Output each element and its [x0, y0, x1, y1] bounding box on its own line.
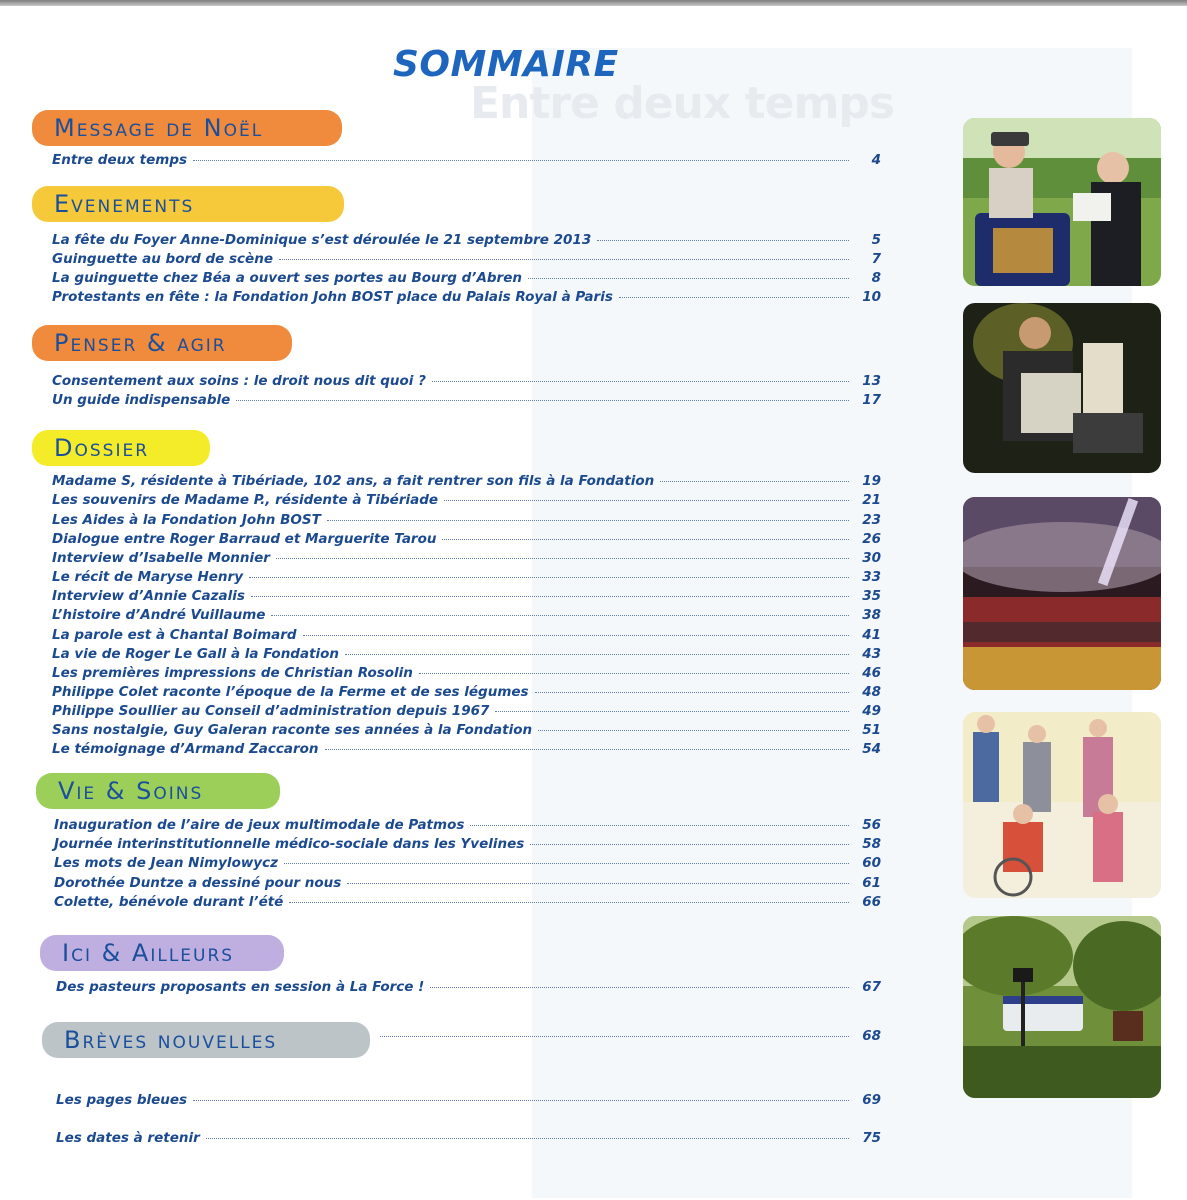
toc-dot-leader: [528, 277, 849, 279]
toc-entry-title: Les pages bleues: [56, 1092, 188, 1108]
toc-page-number: 66: [862, 894, 881, 910]
toc-entry-title: Philippe Soullier au Conseil d’administration depuis 1967: [52, 703, 490, 719]
section-header-penser: Penser & agir: [32, 325, 292, 361]
toc-page-number: 49: [862, 703, 881, 719]
toc-entry[interactable]: [52, 250, 881, 269]
toc-dot-leader: [442, 538, 849, 540]
toc-dot-leader: [249, 576, 849, 578]
toc-entry[interactable]: [56, 1091, 881, 1110]
toc-page-number: 30: [862, 550, 881, 566]
toc-entry[interactable]: [54, 816, 881, 835]
toc-page-number: 13: [862, 373, 881, 389]
photo-street-performers: [963, 118, 1161, 286]
toc-entry[interactable]: [52, 472, 881, 491]
toc-entry-title: Inauguration de l’aire de jeux multimodale de Patmos: [54, 817, 465, 833]
toc-dot-leader: [276, 557, 849, 559]
toc-dot-leader: [538, 729, 849, 731]
photo-accordion-player: [963, 303, 1161, 473]
toc-entry[interactable]: [52, 231, 881, 250]
toc-page-number: 26: [862, 531, 881, 547]
toc-page-number: 69: [862, 1092, 881, 1108]
toc-page-number: 4: [871, 152, 881, 168]
toc-page-number: 48: [862, 684, 881, 700]
toc-entry[interactable]: [54, 874, 881, 893]
toc-entry-title: Des pasteurs proposants en session à La Force !: [56, 979, 425, 995]
toc-page-number: 5: [871, 232, 881, 248]
photo-street-performers-image: [963, 118, 1161, 286]
toc-page-number: 33: [862, 569, 881, 585]
toc-entry[interactable]: [52, 549, 881, 568]
background-ghost-title: Entre deux temps: [470, 78, 895, 129]
toc-dot-leader: [530, 843, 849, 845]
toc-page-number: 17: [862, 392, 881, 408]
toc-page-number: 67: [862, 979, 881, 995]
toc-entry-title: Journée interinstitutionnelle médico-sociale dans les Yvelines: [54, 836, 525, 852]
toc-dot-leader: [325, 748, 849, 750]
toc-entry-title: Consentement aux soins : le droit nous dit quoi ?: [52, 373, 426, 389]
toc-dot-leader: [495, 710, 849, 712]
toc-page-number: 68: [862, 1028, 881, 1044]
toc-entry-title: L’histoire d’André Vuillaume: [52, 607, 266, 623]
toc-dot-leader: [284, 862, 849, 864]
toc-entry[interactable]: [52, 151, 881, 170]
toc-dot-leader: [430, 986, 849, 988]
toc-entry-title: Les Aides à la Fondation John BOST: [52, 512, 321, 528]
toc-dot-leader: [303, 634, 849, 636]
toc-page-number: 75: [862, 1130, 881, 1146]
toc-entry-title: Guinguette au bord de scène: [52, 251, 273, 267]
section-header-breves: Brèves nouvelles: [42, 1022, 370, 1058]
toc-entry[interactable]: [54, 835, 881, 854]
page-title: SOMMAIRE: [393, 44, 619, 85]
toc-dot-leader: [279, 258, 849, 260]
toc-dot-leader: [289, 901, 849, 903]
photo-park-train-image: [963, 916, 1161, 1098]
photo-dance-drawing: [963, 712, 1161, 898]
toc-entry[interactable]: [56, 978, 881, 997]
toc-page-number: 43: [862, 646, 881, 662]
toc-page-number: 8: [871, 270, 881, 286]
toc-entry-title: Dialogue entre Roger Barraud et Marguerite Tarou: [52, 531, 437, 547]
toc-page-number: 10: [862, 289, 881, 305]
toc-entry-title: Philippe Colet raconte l’époque de la Ferme et de ses légumes: [52, 684, 529, 700]
toc-entry-title: Les premières impressions de Christian Rosolin: [52, 665, 413, 681]
toc-dot-leader: [419, 672, 849, 674]
toc-entry-title: Les mots de Jean Nimylowycz: [54, 855, 278, 871]
toc-entry[interactable]: [54, 854, 881, 873]
toc-entry-title: La guinguette chez Béa a ouvert ses portes au Bourg d’Abren: [52, 270, 522, 286]
toc-dot-leader: [660, 480, 849, 482]
toc-entry-title: Madame S, résidente à Tibériade, 102 ans, a fait rentrer son fils à la Fondation: [52, 473, 655, 489]
toc-page-number: 38: [862, 607, 881, 623]
toc-dot-leader: [236, 399, 849, 401]
toc-page-number: 51: [862, 722, 881, 738]
photo-concert-crowd: [963, 497, 1161, 690]
toc-dot-leader: [619, 296, 849, 298]
toc-page-number: 61: [862, 875, 881, 891]
toc-dot-leader: [193, 159, 849, 161]
toc-entry-title: Les dates à retenir: [56, 1130, 200, 1146]
toc-dot-leader: [535, 691, 849, 693]
toc-entry-title: Entre deux temps: [52, 152, 188, 168]
toc-entry[interactable]: [52, 721, 881, 740]
toc-dot-leader: [380, 1035, 849, 1037]
toc-page-number: 46: [862, 665, 881, 681]
toc-entry[interactable]: [52, 491, 881, 510]
toc-entry-title: Colette, bénévole durant l’été: [54, 894, 284, 910]
toc-entry-title: La fête du Foyer Anne-Dominique s’est déroulée le 21 septembre 2013: [52, 232, 592, 248]
toc-entry[interactable]: [52, 702, 881, 721]
toc-entry[interactable]: [52, 372, 881, 391]
toc-entry-title: Interview d’Annie Cazalis: [52, 588, 245, 604]
page-top-edge: [0, 0, 1187, 6]
toc-entry-title: Dorothée Duntze a dessiné pour nous: [54, 875, 342, 891]
toc-entry-title: Interview d’Isabelle Monnier: [52, 550, 270, 566]
toc-page-number: 23: [862, 512, 881, 528]
toc-entry[interactable]: [56, 1129, 881, 1148]
toc-page-number: 21: [862, 492, 881, 508]
toc-entry[interactable]: [52, 530, 881, 549]
toc-entry-title: Les souvenirs de Madame P., résidente à Tibériade: [52, 492, 439, 508]
toc-dot-leader: [347, 882, 849, 884]
toc-entry-title: Un guide indispensable: [52, 392, 231, 408]
toc-page-number: 19: [862, 473, 881, 489]
toc-entry-title: La parole est à Chantal Boimard: [52, 627, 297, 643]
photo-park-train: [963, 916, 1161, 1098]
section-header-evenements: Evenements: [32, 186, 344, 222]
toc-dot-leader: [597, 239, 849, 241]
toc-page-number: 41: [862, 627, 881, 643]
toc-entry[interactable]: [52, 587, 881, 606]
toc-page-number: 56: [862, 817, 881, 833]
toc-page-number: 60: [862, 855, 881, 871]
toc-dot-leader: [345, 653, 849, 655]
toc-entry-title: Sans nostalgie, Guy Galeran raconte ses années à la Fondation: [52, 722, 533, 738]
toc-entry-title: La vie de Roger Le Gall à la Fondation: [52, 646, 340, 662]
toc-entry[interactable]: [52, 626, 881, 645]
toc-entry[interactable]: [52, 740, 881, 759]
toc-page-number: 54: [862, 741, 881, 757]
toc-entry[interactable]: [52, 269, 881, 288]
toc-entry[interactable]: [52, 568, 881, 587]
toc-entry-title: Le récit de Maryse Henry: [52, 569, 243, 585]
toc-entry[interactable]: [52, 683, 881, 702]
toc-dot-leader: [432, 380, 849, 382]
photo-accordion-player-image: [963, 303, 1161, 473]
toc-entry[interactable]: [52, 391, 881, 410]
toc-entry[interactable]: [54, 893, 881, 912]
section-header-message: Message de Noël: [32, 110, 342, 146]
photo-dance-drawing-image: [963, 712, 1161, 898]
toc-dot-leader: [327, 519, 849, 521]
toc-entry[interactable]: [52, 288, 881, 307]
toc-entry[interactable]: [52, 664, 881, 683]
toc-dot-leader: [206, 1137, 849, 1139]
section-header-vie-soins: Vie & Soins: [36, 773, 280, 809]
toc-entry[interactable]: [52, 511, 881, 530]
toc-entry[interactable]: [52, 606, 881, 625]
toc-dot-leader: [193, 1099, 849, 1101]
toc-entry-title: Le témoignage d’Armand Zaccaron: [52, 741, 319, 757]
toc-page-number: 58: [862, 836, 881, 852]
section-header-dossier: Dossier: [32, 430, 210, 466]
toc-page-number: 35: [862, 588, 881, 604]
toc-page-number: 7: [871, 251, 881, 267]
photo-concert-crowd-image: [963, 497, 1161, 690]
toc-dot-leader: [271, 614, 849, 616]
toc-entry[interactable]: [374, 1027, 881, 1046]
toc-entry[interactable]: [52, 645, 881, 664]
toc-entry-title: Protestants en fête : la Fondation John BOST place du Palais Royal à Paris: [52, 289, 613, 305]
section-header-ici-ailleurs: Ici & Ailleurs: [40, 935, 284, 971]
toc-dot-leader: [444, 499, 849, 501]
toc-dot-leader: [251, 595, 849, 597]
toc-dot-leader: [470, 824, 849, 826]
